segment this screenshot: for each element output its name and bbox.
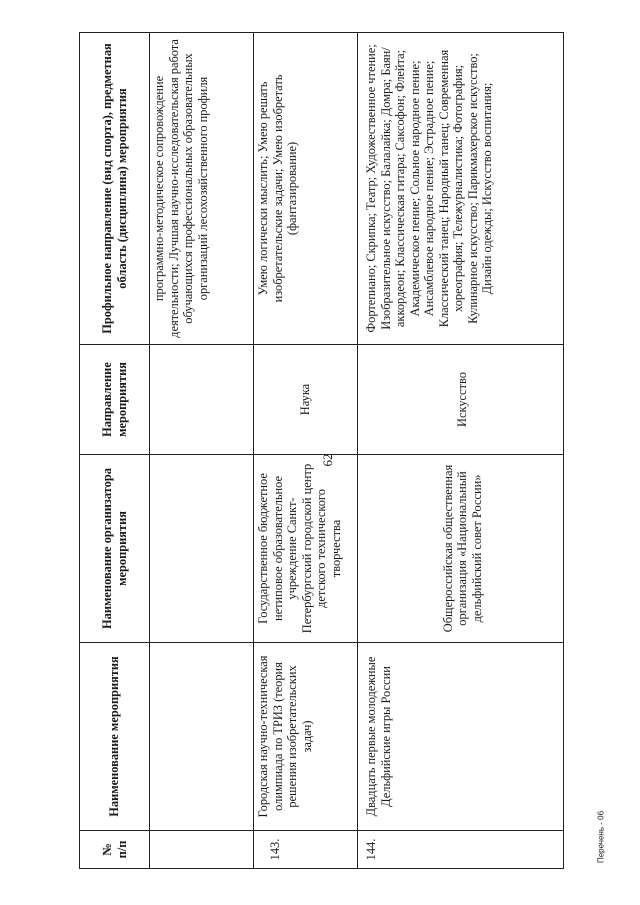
page-number: 62 <box>320 453 335 467</box>
row-event <box>150 643 254 831</box>
header-organizer: Наименование организатора мероприятия <box>80 455 150 643</box>
table-row <box>150 33 254 869</box>
footer-note: Перечень - 06 <box>596 810 606 864</box>
row-profile: программно-методическое сопровождение деятельности; Лучшая научно-исследовательская работа обучающихся профессиональных образовательных организаций лесохозяйственного профиля <box>150 33 254 345</box>
header-profile: Профильное направление (вид спорта), предметная область (дисциплина) мероприятия <box>80 33 150 345</box>
row-direction <box>150 345 254 455</box>
row-direction: Искусство <box>358 345 564 455</box>
row-event: Городская научно-техническая олимпиада по ТРИЗ (теория решения изобретательских задач) <box>254 643 358 831</box>
header-event: Наименование мероприятия <box>80 643 150 831</box>
header-direction: Направление мероприятия <box>80 345 150 455</box>
row-organizer: Общероссийская общественная организация «Национальный дельфийский совет России» <box>358 455 564 643</box>
table-row <box>254 33 358 869</box>
row-organizer: Государственное бюджетное нетиповое образовательное учреждение Санкт-Петербургский городской центр детского технического творчества <box>254 455 358 643</box>
row-num: 144. <box>358 831 564 869</box>
row-event: Двадцать первые молодежные Дельфийские игры России <box>358 643 564 831</box>
events-table <box>79 32 564 869</box>
row-profile: Фортепиано; Скрипка; Театр; Художественное чтение; Изобразительное искусство; Балалайка; Домра; Баян/аккордеон; Классическая гитара; Саксофон; Флейта; Академическое пение; Сольное народное пение; Ансамблевое народное пение; Эстрадное пение; Классический танец; Народный танец; Современная хореография; Тележурналистика; Фотография; Кулинарное искусство; Парикмахерское искусство; Дизайн одежды; Искусство воспитания; <box>358 33 564 345</box>
table-row <box>358 33 564 869</box>
header-num: № п/п <box>80 831 150 869</box>
table-header-row <box>80 33 150 869</box>
events-table-container <box>79 33 563 869</box>
row-direction: Наука <box>254 345 358 455</box>
row-num: 143. <box>254 831 358 869</box>
row-profile: Умею логически мыслить; Умею решать изобретательские задачи; Умею изобретать (фантазирование) <box>254 33 358 345</box>
row-organizer <box>150 455 254 643</box>
row-num <box>150 831 254 869</box>
